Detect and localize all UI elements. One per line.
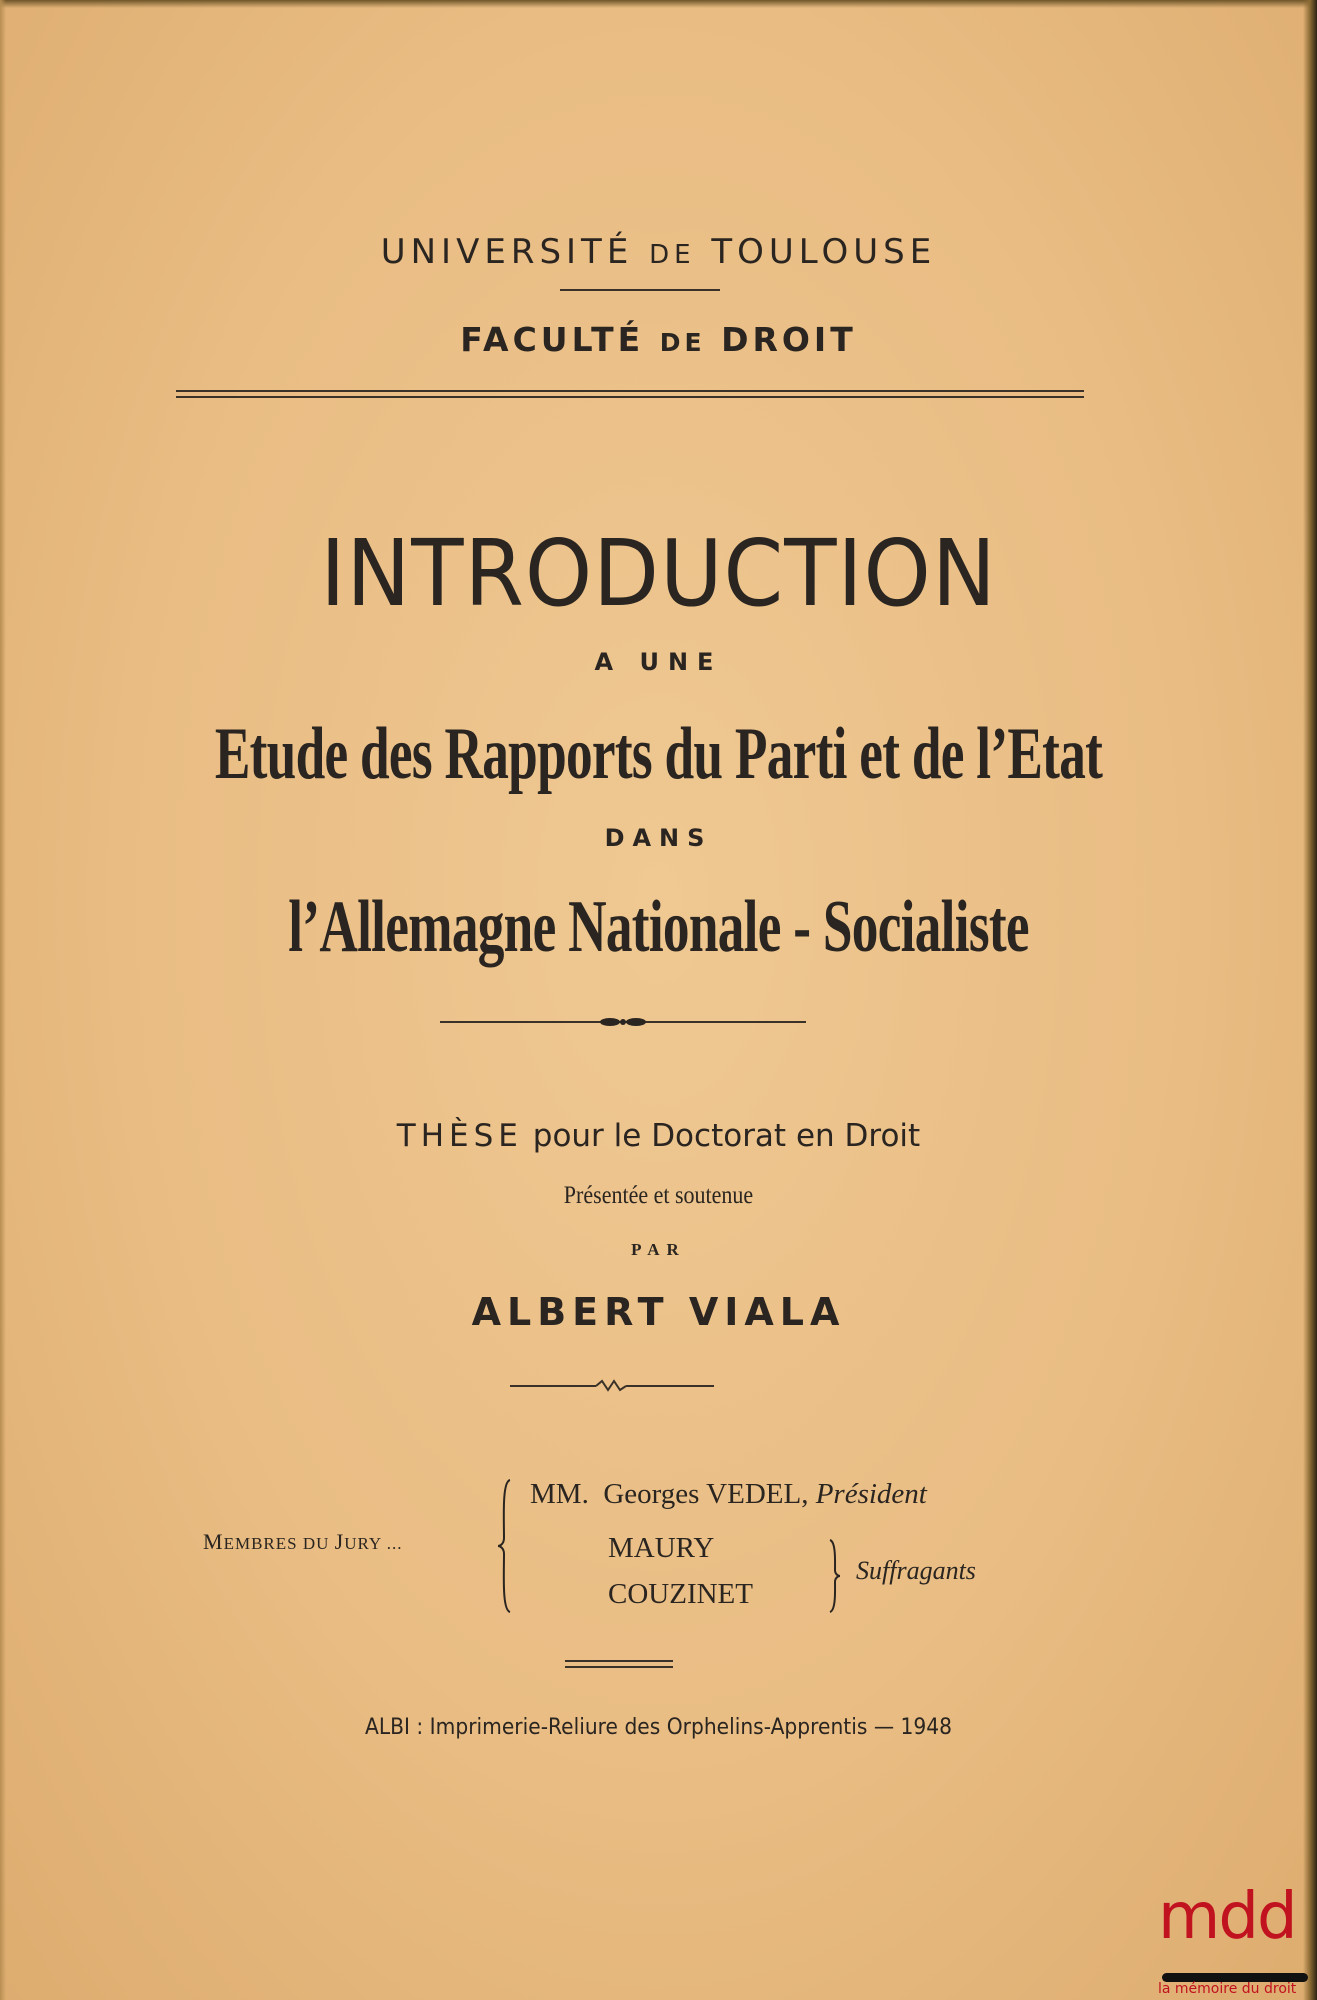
- university-line: UNIVERSITÉ DE TOULOUSE: [380, 232, 937, 272]
- jury-suffragants: Suffragants: [856, 1556, 976, 1585]
- par-line: PAR: [631, 1240, 686, 1259]
- faculty-line: FACULTÉ DE DROIT: [460, 320, 857, 359]
- logo-tagline: la mémoire du droit: [1158, 1981, 1297, 1997]
- jury-member-maury: MAURY: [608, 1532, 715, 1564]
- mdd-watermark-logo: [1158, 1880, 1317, 2000]
- title-allemagne: l’Allemagne Nationale - Socialiste: [288, 886, 1029, 968]
- right-brace-icon: [826, 1538, 842, 1614]
- double-rule-top-b: [176, 396, 1084, 398]
- double-rule-bottom-b: [565, 1666, 673, 1668]
- title-introduction: INTRODUCTION: [320, 520, 997, 627]
- imprint-line: ALBI : Imprimerie-Reliure des Orphelins-Apprentis — 1948: [364, 1715, 953, 1740]
- title-dans: DANS: [604, 824, 713, 852]
- thesis-line: THÈSE pour le Doctorat en Droit: [396, 1118, 921, 1154]
- presented-line: Présentée et soutenue: [563, 1182, 754, 1209]
- mdd-logo-text: mdd: [1158, 1880, 1296, 1954]
- wave-divider-icon: [510, 1378, 714, 1394]
- jury-president-line: MM. Georges VEDEL, Président: [530, 1478, 927, 1510]
- title-a-une: A UNE: [594, 648, 723, 676]
- paper-edge-top: [0, 0, 1317, 8]
- short-rule: [560, 289, 720, 291]
- paper-edge-left: [0, 0, 6, 2000]
- title-etude: Etude des Rapports du Parti et de l’Etat: [214, 713, 1103, 795]
- jury-label: MEMBRES DU JURY ...: [203, 1529, 403, 1554]
- author-name: ALBERT VIALA: [471, 1290, 846, 1334]
- jury-member-couzinet: COUZINET: [608, 1578, 753, 1610]
- double-rule-top-a: [176, 390, 1084, 392]
- left-brace-icon: [496, 1478, 516, 1614]
- double-rule-bottom-a: [565, 1660, 673, 1662]
- paper-edge-right: [1303, 0, 1317, 2000]
- ornament-divider-icon: [440, 1012, 806, 1032]
